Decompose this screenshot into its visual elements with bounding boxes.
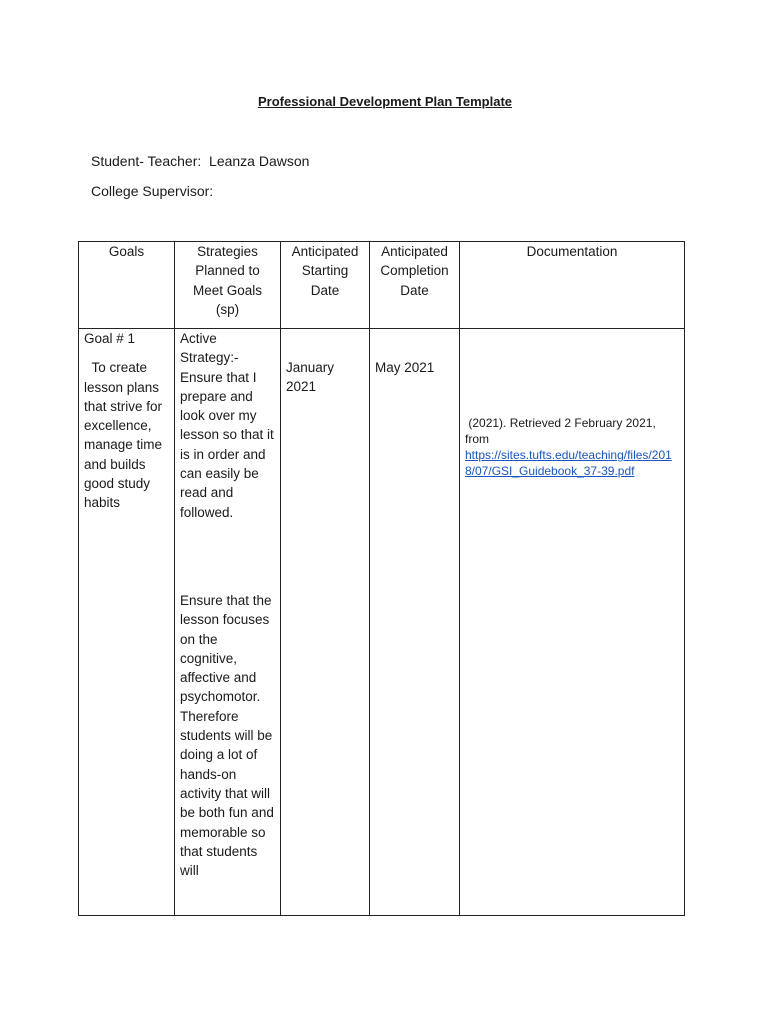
document-title: Professional Development Plan Template <box>257 94 513 109</box>
goal-cell <box>79 329 175 916</box>
header-documentation: Documentation <box>460 242 685 329</box>
start-date-cell <box>281 329 370 916</box>
start-date: January 2021 <box>286 360 335 395</box>
completion-date-cell <box>370 329 460 916</box>
table-row <box>79 329 685 916</box>
strategies-cell <box>175 329 281 916</box>
table-header-row <box>79 242 685 329</box>
student-teacher-line: Student- Teacher: Leanza Dawson <box>91 153 310 169</box>
header-starting-date: Anticipated Starting Date <box>281 242 370 329</box>
completion-date: May 2021 <box>375 360 435 375</box>
documentation-text: (2021). Retrieved 2 February 2021, from <box>465 416 660 446</box>
college-supervisor-line: College Supervisor: <box>91 183 214 199</box>
documentation-link[interactable]: https://sites.tufts.edu/teaching/files/2018/07/GSI_Guidebook_37-39.pdf <box>465 448 672 478</box>
goal-number: Goal # 1 <box>84 331 136 346</box>
header-strategies: Strategies Planned to Meet Goals (sp) <box>175 242 281 329</box>
strategy-cognitive: Ensure that the lesson focuses on the cognitive, affective and psychomotor. Therefore students will be doing a lot of hands-on activity that will be both fun and memorable so that students will <box>180 592 274 879</box>
documentation-citation <box>465 415 679 479</box>
strategy-active: Active Strategy:- Ensure that I prepare and look over my lesson so that it is in order and can easily be read and followed. <box>180 331 274 520</box>
header-goals: Goals <box>79 242 175 329</box>
goal-description: To create lesson plans that strive for excellence, manage time and builds good study habits <box>84 360 166 511</box>
documentation-cell <box>460 329 685 916</box>
header-completion-date: Anticipated Completion Date <box>370 242 460 329</box>
development-plan-table <box>78 241 685 916</box>
